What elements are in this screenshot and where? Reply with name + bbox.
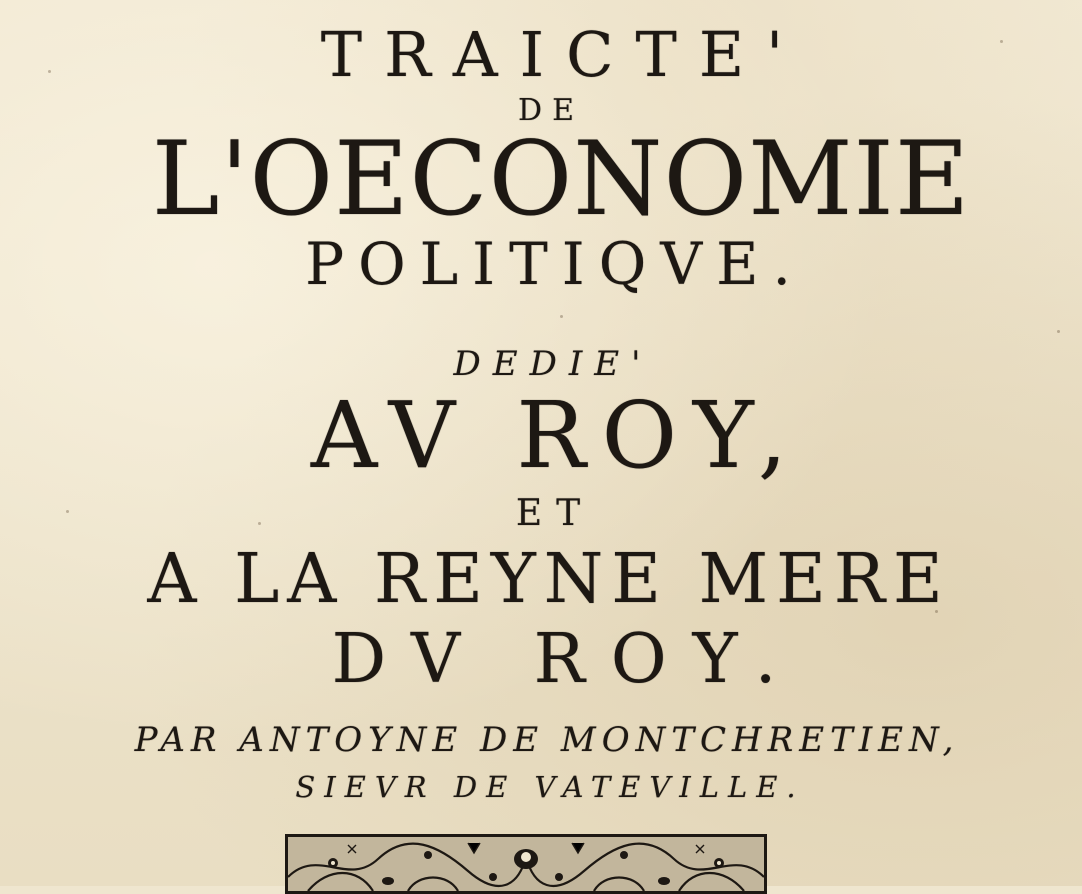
dedication-au-roy: AV ROY, [310,382,804,489]
dedication-du-roy: DV ROY. [331,620,803,699]
paper-speck [1057,330,1060,333]
title-line-de: DE [518,93,584,128]
dedication-et: ET [515,493,595,534]
paper-speck [560,315,563,318]
title-line-traicte: TRAICTE' [320,18,806,91]
author-title-line: SIEVR DE VATEVILLE. [295,770,805,804]
title-line-oeconomie: L'OECONOMIE [151,120,971,239]
floral-woodcut-ornament-icon [285,834,767,894]
author-line: PAR ANTOYNE DE MONTCHRETIEN, [134,720,960,760]
dedication-dedie: DEDIE' [453,344,653,384]
dedication-reyne-mere: A LA REYNE MERE [147,540,951,619]
title-line-politiqve: POLITIQVE. [305,230,805,298]
